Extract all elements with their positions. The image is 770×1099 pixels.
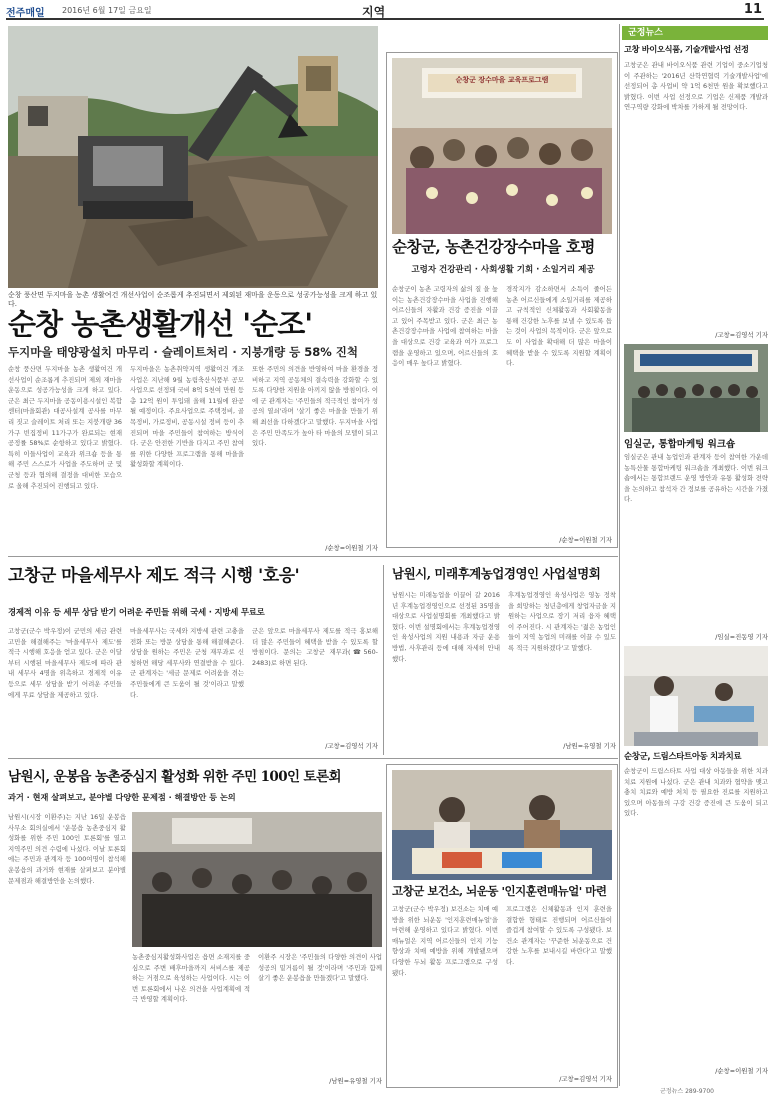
art4-column-1: 고창군(군수 박우정)이 군민의 세금 관련 고민을 해결해주는 '마을세무사 제도'를 적극 시행해 호응을 얻고 있다. 군은 이달부터 시행된 마을세무사 제도에 따라 관내 세무사 4명을 위촉하고 경제적 이유 등으로 세무 상담을 받기 어려운 주민들에게 무료 상담을 제공하고 있다. (8, 627, 122, 699)
subhead-longevity: 고령자 건강관리 · 사회생활 기회 · 소일거리 제공 (411, 265, 595, 275)
subhead-sunchang-living: 두지마을 태양광설치 마무리 · 슬레이트처리 · 지붕개량 등 58% 진척 (8, 345, 359, 359)
headline-forum: 남원시, 운봉읍 농촌중심지 활성화 위한 주민 100인 토론회 (8, 769, 341, 785)
art4-column-3: 군은 앞으로 마을세무사 제도를 적극 홍보해 더 많은 주민들이 혜택을 받을 수 있도록 할 방침이다. 문의는 고창군 재무과(☎560-2483)로 하면 된다. (252, 627, 378, 667)
photo-banner-text: 순창군 장수마을 교육프로그램 (455, 76, 549, 84)
art5-column-2: 농촌중심지활성화사업은 읍면 소재지를 중심으로 주변 배후마을까지 서비스를 제공하는 거점으로 육성하는 사업이다. 시는 이번 토론회에서 나온 의견을 사업계획에 적극 반영할 계획이다. (132, 953, 250, 1004)
art2-column-1: 순창군이 농촌 고령자의 삶의 질 을 높이는 농촌건강장수마을 사업을 진행해 어르신들의 자활과 건강 증진을 이끌고 있어 주목받고 있다. 군은 최근 농촌건강장수마을 사업에 참여하는 마을을 대상으로 건강 교육과 여가 프로그램을 운영하고 있으며, 어르신들의 호응이 매우 높다고 밝혔다. (392, 285, 498, 368)
sidebar-byline-imsil: /임실=진동영 기자 (715, 633, 768, 641)
excavator-photo (8, 26, 378, 288)
headline-sunchang-living: 순창 농촌생활개선 '순조' (8, 307, 313, 341)
art2-byline: /순창=이원철 기자 (559, 536, 612, 544)
sidebar-headline-dental: 순창군, 드림스타트아동 치과치료 (624, 751, 742, 761)
section-title: 지역 (362, 5, 386, 19)
issue-date: 2016년 6월 17일 금요일 (62, 6, 152, 15)
headline-tax-accountant: 고창군 마을세무사 제도 적극 시행 '호응' (8, 566, 300, 586)
dental-photo (624, 646, 768, 746)
art1-column-1: 순창 풍산면 두지마을 농촌 생활여건 개선사업이 순조롭게 추진되며 제외 재마을 운동으로 성공가능성을 크게 하고 있다. 군은 최근 두지마을 공동이용시설인 복합센터(마을회관) 대공사설계 공사를 마무리 짓고 슬레이트 처리 또는 지붕개량 36가구 빈집정비 11가구가 완료되는 현재 공정률 58%로 순항하고 있다고 밝혔다. 특히 이들사업이 교육과 위크숍 등을 통해 주민 스스로가 사업을 주도하며 군 및 군청 등과 협의해 결정을 대비한 모습으로 올해 추진되어 진행되고 있다. (8, 365, 122, 490)
art1-column-3: 또한 주민의 의견을 반영하여 마을 환경을 정비하고 지역 공동체의 결속력을 강화할 수 있도록 다양한 지원을 아끼지 않을 방침이다. 이에 군 관계자는 '주민들의 적극적인 참여가 성공의 열쇠'라며 '살기 좋은 마을을 만들기 위해 최선을 다하겠다'고 말했다. 두지마을 사업은 주민 만족도가 높아 타 마을의 모델이 되고 있다. (252, 365, 378, 448)
art5-byline: /남원=유영철 기자 (329, 1077, 382, 1085)
headline-longevity: 순창군, 농촌건강장수마을 호평 (392, 237, 595, 256)
sidebar-divider (619, 24, 620, 1086)
elders-group-photo (392, 58, 612, 234)
art6-byline: /고창=김영석 기자 (559, 1075, 612, 1083)
sidebar-header: 군정뉴스 (622, 26, 768, 40)
headline-successor-farmers: 남원시, 미래후계농업경영인 사업설명회 (392, 566, 601, 581)
subhead-tax-accountant: 경제적 이유 등 세무 상담 받기 어려운 주민들 위해 국세 · 지방세 무료로 (8, 607, 265, 617)
sidebar-byline-dental: /순창=이원철 기자 (715, 1067, 768, 1075)
art5-column-1: 남원시(시장 이환주)는 지난 16일 운봉읍사무소 회의실에서 '운봉읍 농촌중심지 활성화를 위한 주민 100인 토론회'를 열고 지역주민 의견 수렴에 나섰다. 이날 토론회에는 주민과 관계자 등 100여명이 참석해 운봉읍의 과거와 현재를 살펴보고 분야별 문제점과 해결방안을 논의했다. (8, 813, 126, 885)
page-footer: 군정뉴스 289-9700 (660, 1088, 714, 1095)
section-divider (8, 556, 618, 557)
sidebar-body-dental: 순창군이 드림스타트 사업 대상 아동들을 위한 치과 치료 지원에 나섰다. 군은 관내 치과와 협약을 맺고 충치 치료와 예방 처치 등 필요한 진료를 지원하고 있으며 아동들의 구강 건강 증진에 큰 도움이 되고 있다. (624, 767, 768, 818)
photo-caption: 순창 풍산면 두지마을 농촌 생활여건 개선사업이 순조롭게 추진되면서 제외된 재마을 운동으로 성공가능성을 크게 하고 있다. (8, 291, 378, 308)
sidebar-headline-bio: 고창 바이오식품, 기술개발사업 선정 (624, 44, 749, 54)
brain-training-photo (392, 770, 612, 880)
art6-column-2: 프로그램은 신체활동과 인지 훈련을 결합한 형태로 진행되며 어르신들이 즐겁게 참여할 수 있도록 구성됐다. 보건소 관계자는 '꾸준한 뇌운동으로 건강한 노후를 보내시길 바란다'고 말했다. (506, 905, 612, 966)
art3-byline: /남원=유영철 기자 (563, 742, 616, 750)
headline-brain-manual: 고창군 보건소, 뇌운동 '인지훈련매뉴얼' 마련 (392, 884, 607, 898)
sidebar-byline-bio: /고창=김영석 기자 (715, 331, 768, 339)
art4-column-2: 마을세무사는 국세와 지방세 관련 고충을 전화 또는 방문 상담을 통해 해결해준다. 상담을 원하는 주민은 군청 재무과로 신청하면 해당 세무사와 연결받을 수 있다. 군 관계자는 '세금 문제로 어려움을 겪는 주민들에게 큰 도움이 될 것'이라고 말했다. (130, 627, 244, 699)
art3-column-2: 후계농업경영인 육성사업은 영농 정착을 희망하는 청년층에게 창업자금을 지원하는 사업으로 장기 저리 융자 혜택이 주어진다. 시 관계자는 '젊은 농업인들이 지역 농업의 미래를 이끌 수 있도록 적극 지원하겠다'고 말했다. (508, 591, 616, 652)
subhead-forum: 과거 · 현재 살펴보고, 분야별 다양한 문제점 · 해결방안 등 논의 (8, 792, 236, 802)
art3-column-1: 남원시는 미래농업을 이끌어 갈 2016년 후계농업경영인으로 선정된 35명을 대상으로 사업설명회를 개최했다고 밝혔다. 이번 설명회에서는 후계농업경영인 육성사업의 지원 내용과 자금 운용 방법, 사후관리 등에 대해 자세히 안내했다. (392, 591, 500, 663)
art2-column-2: 경작지가 감소하면서 소득이 줄어든 농촌 어르신들에게 소일거리를 제공하고 규칙적인 신체활동과 사회활동을 통해 건강한 노후를 보낼 수 있도록 돕는 것이 사업의 목적이다. 군은 앞으로도 이 사업을 확대해 더 많은 마을이 혜택을 받을 수 있도록 지원할 계획이다. (506, 285, 612, 368)
sidebar-body-imsil: 임실군은 관내 농업인과 관계자 등이 참여한 가운데 농특산물 통합마케팅 워크숍을 개최했다. 이번 워크숍에서는 통합브랜드 운영 방안과 유통 활성화 전략을 논의하고 참석자 간 정보를 공유하는 시간을 가졌다. (624, 453, 768, 504)
paper-name: 전주매일 (6, 8, 45, 19)
art1-column-2: 두지마을은 농촌취약지역 생활여건 개조사업은 지난해 9월 농림축산식품부 공모사업으로 선정돼 국비 8억 5천여 만원 등 총 12억 원이 투입돼 올해 11월에 완공될 예정이다. 주요사업으로 주택정비, 골목정비, 가로정비, 공동시설 정비 등이 추진되며 마을 주민들이 참여하는 방식이다. 군은 안전한 기반을 다지고 주민 참여를 위한 다양한 프로그램을 통해 마을을 활성화할 계획이다. (130, 365, 244, 469)
sidebar-body-bio: 고창군은 관내 바이오식품 관련 기업이 중소기업청이 주관하는 '2016년 산학연협력 기술개발사업'에 선정되어 총 사업비 약 1억 6천만 원을 확보했다고 밝혔다. 이번 사업 선정으로 기업은 신제품 개발과 연구역량 강화에 박차를 가하게 될 전망이다. (624, 61, 768, 112)
workshop-photo (624, 344, 768, 432)
art1-byline: /순창=이원철 기자 (325, 544, 378, 552)
art5-column-3: 이환주 시장은 '주민들의 다양한 의견이 사업 성공의 밑거름이 될 것'이라며 '주민과 함께 살기 좋은 운봉읍을 만들겠다'고 말했다. (258, 953, 382, 983)
art6-column-1: 고창군(군수 박우정) 보건소는 치매 예방을 위한 뇌운동 '인지훈련매뉴얼'을 마련해 운영하고 있다고 밝혔다. 이번 매뉴얼은 지역 어르신들의 인지 기능 향상과 치매 예방을 위해 개발됐으며 다양한 두뇌 활동 프로그램으로 구성됐다. (392, 905, 498, 977)
art4-byline: /고창=김영석 기자 (325, 742, 378, 750)
section-divider-2 (8, 758, 618, 759)
sidebar-headline-imsil: 임실군, 통합마케팅 워크숍 (624, 439, 736, 450)
forum-photo (132, 812, 382, 947)
masthead (6, 2, 764, 20)
page-number: 11 (743, 2, 762, 17)
vertical-divider (383, 565, 384, 755)
